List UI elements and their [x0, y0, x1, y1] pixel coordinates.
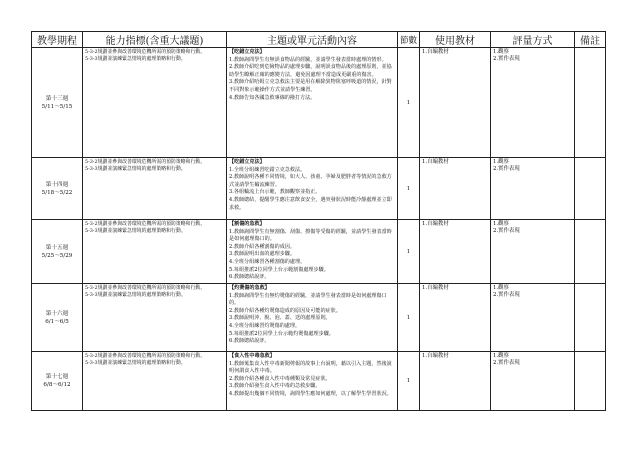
theme-line: 1.全班分組練習吃錯立克急救法。: [229, 166, 306, 173]
assessment-cell: [491, 48, 575, 158]
theme-line: 3.教師介紹發生食入性中毒的急救步驟。: [229, 383, 321, 390]
assessment-cell: [491, 284, 575, 352]
ability-line: 5-3-3規劃並演練緊急情境的處理策略和行動。: [85, 165, 186, 172]
assessment-item: 2.實作表現: [493, 360, 520, 367]
theme-title: 【吃錯立克法】: [229, 159, 265, 165]
ability-line: 5-3-3規劃並演練緊急情境的處理策略和行動。: [85, 227, 186, 234]
theme-title: 【吃錯立克法】: [229, 49, 265, 55]
week-cell: [32, 48, 83, 158]
material-cell: 1.自編教材: [420, 220, 491, 284]
header-sessions: 節數: [398, 32, 420, 48]
material-cell: 1.自編教材: [420, 48, 491, 158]
theme-cell: [227, 284, 398, 352]
ability-cell: [83, 284, 227, 352]
week-cell: [32, 352, 83, 411]
theme-cell: [227, 158, 398, 220]
theme-line: 1.教師詢問學生有無誤食物品的經驗，並請學生發表當時處理的情形。: [229, 56, 387, 63]
assessment-item: 1.觀察: [493, 49, 509, 55]
ability-cell: [83, 48, 227, 158]
sessions-cell: 1: [398, 48, 420, 158]
header-assessment: 評量方式: [491, 32, 575, 48]
ability-line: 5-3-2規劃並參與改善環境危機所需的預防策略和行動。: [85, 221, 206, 227]
material-cell: 1.自編教材: [420, 284, 491, 352]
material-cell: 1.自編教材: [420, 158, 491, 220]
theme-title: 【食入性中毒急救】: [229, 353, 275, 359]
sessions-cell: 1: [398, 220, 420, 284]
ability-line: 5-3-3規劃並演練緊急情境的處理策略和行動。: [85, 55, 186, 62]
assessment-item: 1.觀察: [493, 285, 509, 291]
week-row: [32, 158, 606, 220]
theme-cell: [227, 352, 398, 411]
week-dates: 5/18～5/22: [41, 189, 73, 196]
theme-line: 1.教師詢問學生有無割傷、刮傷、擦傷等受傷的經驗，並請學生發表當時是如何處理傷口的。: [229, 228, 392, 243]
week-row: [32, 220, 606, 284]
week-dates: 6/8～6/12: [43, 382, 71, 388]
week-row: [32, 284, 606, 352]
theme-line: 2.教師介紹吃到危險物品的處理步驟，說明誤食物品後的處理原則，並協助學生瞭解正確的應變方法，避免因處理不當造成更嚴重的傷害。: [229, 64, 392, 78]
theme-line: 2.教師介紹各種食入性中毒種類及常見症狀。: [229, 375, 331, 382]
assessment-item: 1.觀察: [493, 353, 509, 359]
week-label: 第十四週: [45, 181, 69, 188]
week-label: 第十五週: [45, 244, 69, 251]
theme-line: 2.教師介紹各種割傷的成因。: [229, 243, 295, 250]
theme-line: 6.教師總結說評。: [229, 274, 270, 281]
header-ability: 能力指標(含重大議題): [83, 32, 227, 48]
sessions-cell: 1: [398, 158, 420, 220]
week-cell: [32, 220, 83, 284]
theme-cell: [227, 220, 398, 284]
assessment-item: 2.實作表現: [493, 292, 520, 299]
week-dates: 6/1～6/5: [45, 318, 69, 325]
remarks-cell: [575, 158, 606, 220]
week-label: 第十七週: [45, 374, 69, 380]
theme-line: 1.教師詢問學生有無灼燙傷的經驗，並請學生發表當時是如何處理傷口的。: [229, 292, 387, 307]
assessment-cell: [491, 220, 575, 284]
remarks-cell: [575, 352, 606, 411]
theme-cell: [227, 48, 398, 158]
ability-line: 5-3-2規劃並參與改善環境危機所需的預防策略和行動。: [85, 159, 206, 165]
material-cell: 1.自編教材: [420, 352, 491, 411]
theme-line: 5.每組推派2位同學上台示範灼燙傷處理步驟。: [229, 330, 334, 337]
ability-line: 5-3-3規劃並演練緊急情境的處理策略和行動。: [85, 359, 186, 366]
assessment-cell: [491, 158, 575, 220]
week-label: 第十六週: [45, 310, 69, 317]
theme-line: 3.教師說明出血的處理步驟。: [229, 251, 295, 258]
week-row: [32, 48, 606, 158]
week-cell: [32, 284, 83, 352]
assessment-item: 1.觀察: [493, 221, 509, 227]
theme-line: 3.教師說明沖、脫、泡、蓋、送的處理原則。: [229, 315, 331, 322]
teaching-plan-table: [31, 31, 606, 411]
assessment-item: 2.實作表現: [493, 166, 520, 173]
header-row: [32, 32, 606, 48]
theme-line: 4.全班分組練習各種割傷的處理。: [229, 258, 306, 265]
ability-line: 5-3-2規劃並參與改善環境危機所需的預防策略和行動。: [85, 49, 206, 55]
ability-line: 5-3-2規劃並參與改善環境危機所需的預防策略和行動。: [85, 353, 206, 359]
theme-line: 3.教師介紹哈姆立克急救法主要是用在解除異物阻塞呼吸道的情況，針對不同對象示範操作方式並請學生練習。: [229, 79, 392, 93]
assessment-cell: [491, 352, 575, 411]
sessions-cell: 1: [398, 284, 420, 352]
assessment-item: 2.實作表現: [493, 56, 520, 63]
theme-line: 6.教師總結說評。: [229, 338, 270, 345]
remarks-cell: [575, 284, 606, 352]
ability-cell: [83, 220, 227, 284]
theme-line: 2.教師說明各種不同情境，如大人、孩童、孕婦及肥胖者等情況的急救方式並請學生輪流練習。: [229, 174, 392, 188]
theme-line: 1.教師蒐集食入性中毒新聞剪報的故事上台說明，藉以引入主題，然後說明何謂食入性中毒。: [229, 360, 392, 375]
theme-line: 4.教師總結，提醒學生應注意飲食安全，遇突發狀況時能冷靜處理並立即求救。: [229, 196, 392, 211]
theme-line: 4.教師提出幾個不同情境，詢問學生應如何處理，以了解學生學習狀況。: [229, 390, 392, 397]
ability-line: 5-3-3規劃並演練緊急情境的處理策略和行動。: [85, 291, 186, 298]
theme-line: 3.各組輪流上台示範，教師觀察並指正。: [229, 189, 321, 196]
sessions-cell: 1: [398, 352, 420, 411]
header-theme: 主題或單元活動內容: [227, 32, 398, 48]
remarks-cell: [575, 48, 606, 158]
week-row: [32, 352, 606, 411]
header-remarks: 備註: [575, 32, 606, 48]
theme-line: 4.全班分組練習灼燙傷的處理。: [229, 322, 301, 329]
ability-cell: [83, 158, 227, 220]
header-material: 使用教材: [420, 32, 491, 48]
ability-line: 5-3-2規劃並參與改善環境危機所需的預防策略和行動。: [85, 285, 206, 291]
theme-title: 【灼燙傷的急救】: [229, 285, 270, 291]
remarks-cell: [575, 220, 606, 284]
plan-body: [32, 48, 606, 411]
assessment-item: 1.觀察: [493, 159, 509, 165]
theme-line: 5.每組推派2位同學上台示範割傷處理步驟。: [229, 266, 329, 273]
theme-line: 2.教師介紹各種灼燙傷造成的原因及可能的症狀。: [229, 307, 341, 314]
theme-line: 4.教師告知各國急救專線的撥打方法。: [229, 94, 316, 101]
week-label: 第十三週: [45, 95, 69, 102]
week-dates: 5/11～5/15: [41, 103, 73, 110]
week-cell: [32, 158, 83, 220]
week-dates: 5/25～5/29: [41, 252, 73, 259]
header-period: 教學期程: [32, 32, 83, 48]
ability-cell: [83, 352, 227, 411]
assessment-item: 2.實作表現: [493, 228, 520, 235]
theme-title: 【割傷的急救】: [229, 221, 265, 227]
